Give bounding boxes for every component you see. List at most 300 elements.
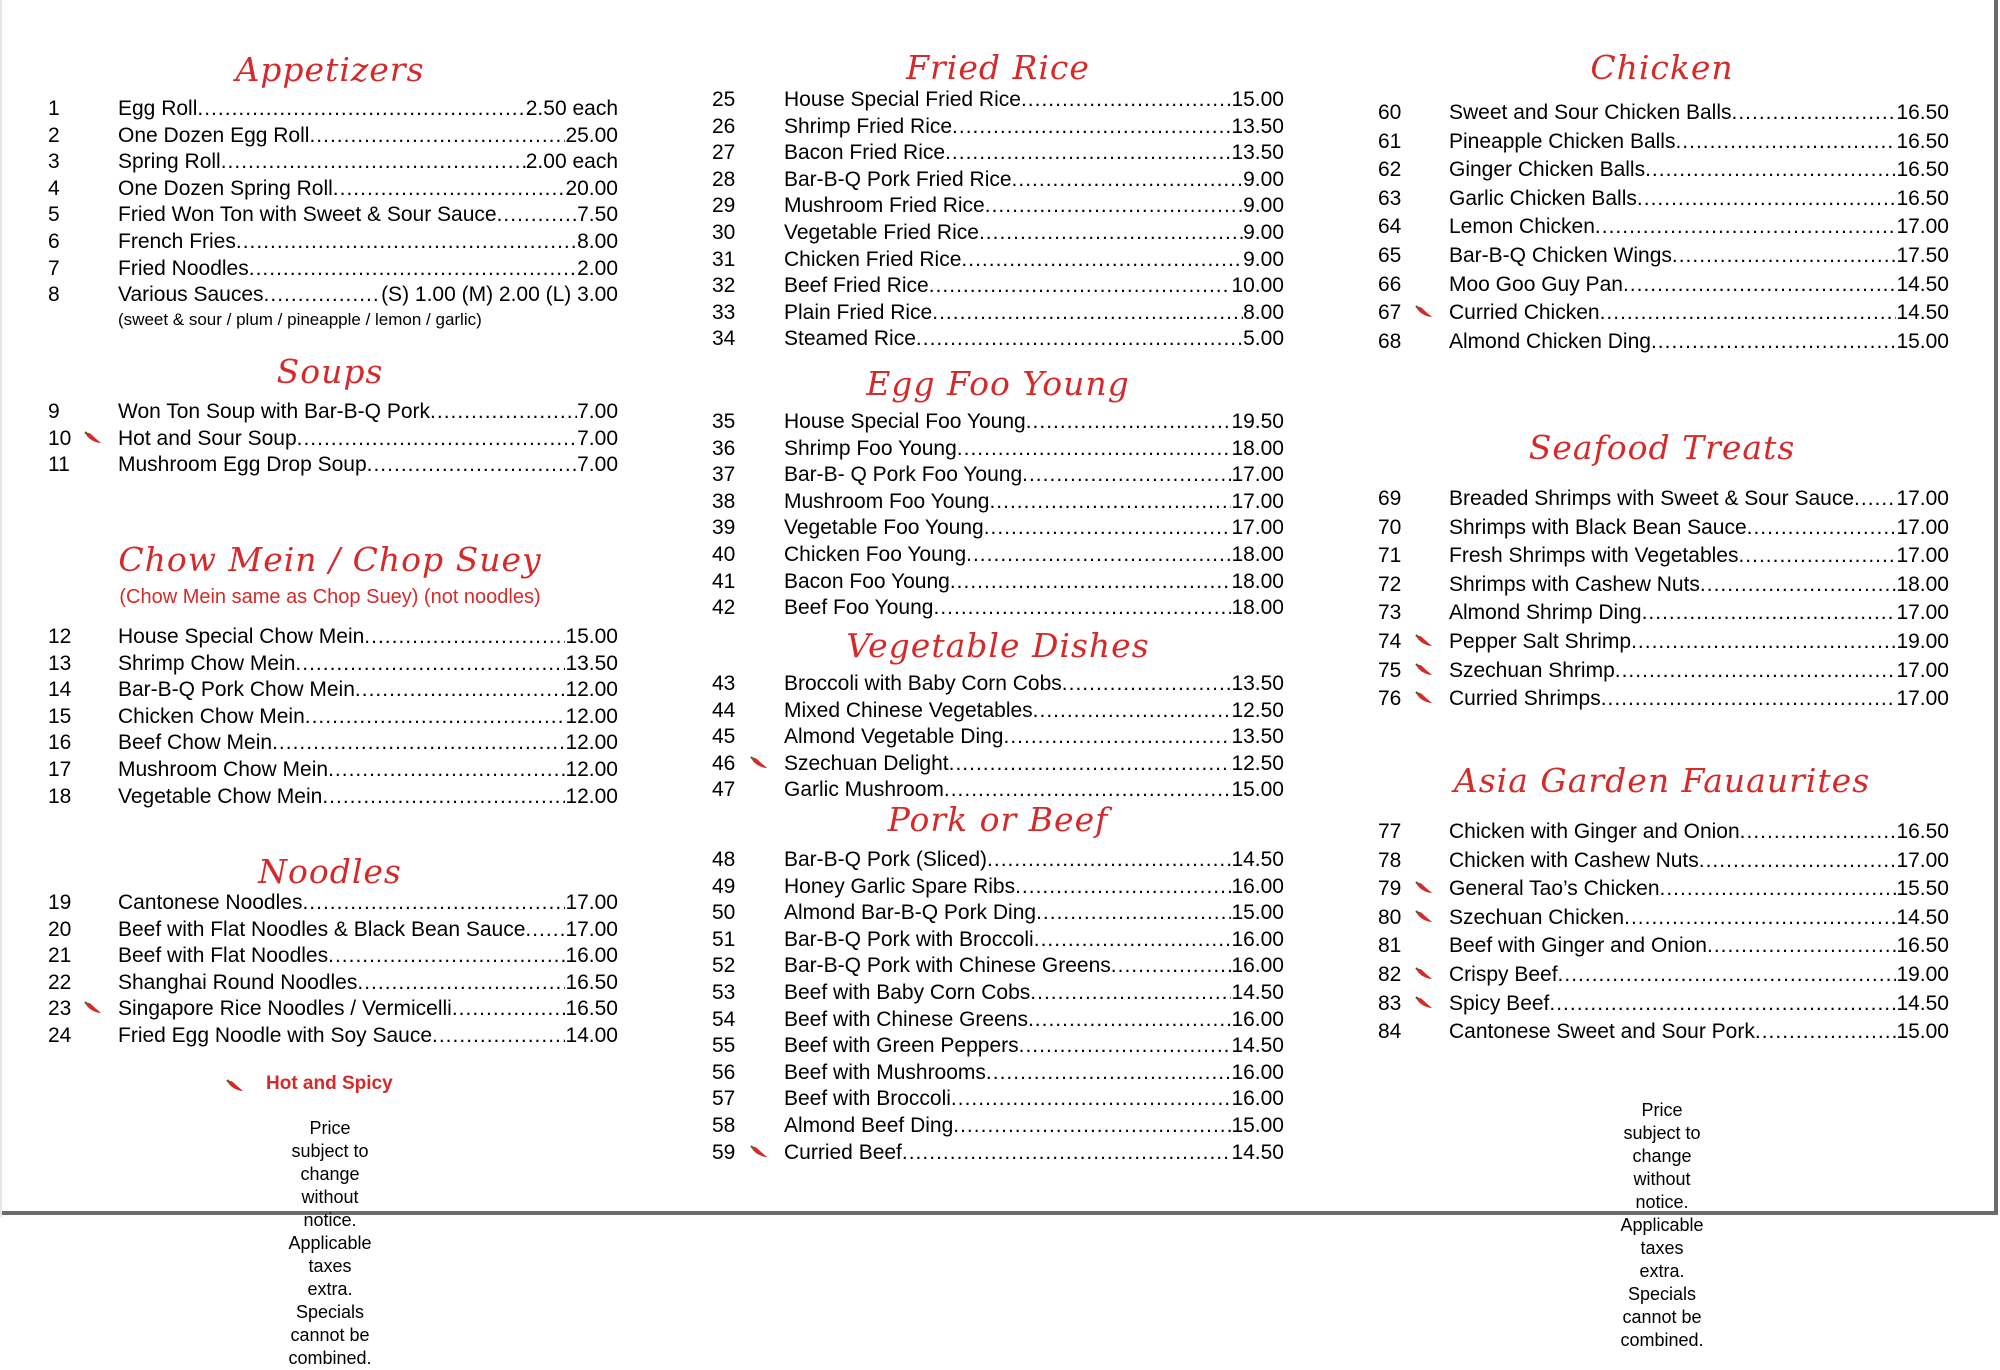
item-row	[118, 942, 618, 969]
item-name: Fried Noodles	[118, 257, 249, 280]
menu-item	[48, 729, 618, 756]
item-price: 15.00	[1896, 330, 1949, 353]
dot-leader	[953, 1112, 1231, 1139]
item-row	[118, 969, 618, 996]
item-price: 17.00	[1896, 849, 1949, 872]
item-number: 26	[712, 115, 736, 138]
item-price: 9.00	[1243, 168, 1284, 191]
dot-leader	[1026, 408, 1232, 435]
menu-item	[712, 139, 1284, 166]
item-price: 17.00	[565, 918, 618, 941]
item-row	[784, 1112, 1284, 1139]
item-number: 11	[48, 453, 70, 476]
item-row	[1449, 961, 1949, 988]
item-row	[784, 723, 1284, 750]
item-row	[118, 916, 618, 943]
item-name: Cantonese Sweet and Sour Pork	[1449, 1020, 1755, 1043]
item-row	[118, 148, 618, 175]
page-edge	[0, 0, 2, 1217]
dot-leader	[1019, 1032, 1232, 1059]
item-name: Shrimp Fried Rice	[784, 115, 953, 138]
item-price: 12.00	[565, 678, 618, 701]
item-row	[118, 995, 618, 1022]
item-row	[1449, 514, 1949, 541]
item-name: Bacon Fried Rice	[784, 141, 946, 164]
item-price: 13.50	[1231, 672, 1284, 695]
menu-item	[712, 113, 1284, 140]
dot-leader	[950, 568, 1232, 595]
menu-item	[48, 703, 618, 730]
item-name: Bar-B-Q Pork (Sliced)	[784, 848, 988, 871]
item-name: Almond Shrimp Ding	[1449, 601, 1642, 624]
item-row	[784, 272, 1284, 299]
item-number: 57	[712, 1087, 736, 1110]
item-row	[1449, 904, 1949, 931]
item-row	[1449, 1018, 1949, 1045]
menu-item	[48, 995, 618, 1022]
menu-item	[48, 969, 618, 996]
item-name: Shrimps with Black Bean Sauce	[1449, 516, 1747, 539]
item-number: 29	[712, 194, 736, 217]
item-row	[784, 846, 1284, 873]
menu-item	[712, 514, 1284, 541]
item-price: 16.50	[565, 997, 618, 1020]
menu-item	[712, 979, 1284, 1006]
item-row	[1449, 685, 1949, 712]
section-title: Asia Garden Fauaurites	[1453, 761, 1871, 800]
item-row	[1449, 185, 1949, 212]
item-price: 5.00	[1243, 327, 1284, 350]
item-row	[118, 451, 618, 478]
chili-pepper-icon	[226, 1079, 244, 1093]
item-number: 81	[1378, 934, 1402, 957]
item-name: House Special Foo Young	[784, 410, 1026, 433]
menu-item	[48, 783, 618, 810]
item-row	[118, 255, 618, 282]
item-name: Ginger Chicken Balls	[1449, 158, 1646, 181]
item-row	[784, 750, 1284, 777]
item-number: 49	[712, 875, 736, 898]
item-number: 64	[1378, 215, 1402, 238]
item-row	[784, 86, 1284, 113]
item-price: 14.50	[1896, 992, 1949, 1015]
item-name: Broccoli with Baby Corn Cobs	[784, 672, 1062, 695]
dot-leader	[1732, 99, 1897, 126]
item-name: Beef with Green Peppers	[784, 1034, 1019, 1057]
item-price: 19.50	[1231, 410, 1284, 433]
item-row	[118, 623, 618, 650]
menu-item	[48, 228, 618, 255]
item-row	[118, 676, 618, 703]
menu-item	[712, 1059, 1284, 1086]
item-price: 2.00 each	[525, 150, 618, 173]
dot-leader	[1615, 657, 1897, 684]
item-number: 76	[1378, 687, 1402, 710]
dot-leader	[1033, 697, 1232, 724]
item-number: 23	[48, 997, 72, 1020]
item-row	[784, 979, 1284, 1006]
dot-leader	[1645, 156, 1896, 183]
chili-pepper-icon	[1415, 691, 1433, 705]
menu-item	[48, 281, 618, 308]
item-price: 8.00	[577, 230, 618, 253]
item-number: 71	[1378, 544, 1402, 567]
item-row	[1449, 628, 1949, 655]
item-price: 16.50	[1896, 187, 1949, 210]
item-price: 18.00	[1231, 437, 1284, 460]
item-number: 15	[48, 705, 72, 728]
item-number: 42	[712, 596, 736, 619]
item-name: Sweet and Sour Chicken Balls	[1449, 101, 1732, 124]
item-price: 16.00	[1231, 1008, 1284, 1031]
item-number: 65	[1378, 244, 1402, 267]
menu-item	[712, 1006, 1284, 1033]
item-row	[1449, 99, 1949, 126]
dot-leader	[902, 1139, 1232, 1166]
dot-leader	[1015, 873, 1231, 900]
item-name: Moo Goo Guy Pan	[1449, 273, 1623, 296]
item-name: Fresh Shrimps with Vegetables	[1449, 544, 1739, 567]
dot-leader	[966, 541, 1231, 568]
item-number: 53	[712, 981, 736, 1004]
dot-leader	[1738, 542, 1896, 569]
dot-leader	[1675, 128, 1896, 155]
item-name: Curried Chicken	[1449, 301, 1600, 324]
menu-item	[1378, 485, 1949, 512]
item-price: 15.00	[1231, 901, 1284, 924]
item-number: 62	[1378, 158, 1402, 181]
item-name: Bar-B-Q Pork with Broccoli	[784, 928, 1034, 951]
menu-item	[712, 219, 1284, 246]
dot-leader	[957, 435, 1232, 462]
item-price: 16.00	[1231, 1087, 1284, 1110]
item-number: 6	[48, 230, 60, 253]
menu-item	[1378, 875, 1949, 902]
item-name: Curried Beef	[784, 1141, 902, 1164]
dot-leader	[1549, 990, 1896, 1017]
item-name: Mushroom Foo Young	[784, 490, 990, 513]
item-row	[1449, 571, 1949, 598]
menu-item	[712, 670, 1284, 697]
dot-leader	[984, 514, 1232, 541]
item-number: 34	[712, 327, 736, 350]
item-name: Lemon Chicken	[1449, 215, 1595, 238]
item-row	[784, 514, 1284, 541]
item-number: 8	[48, 283, 60, 306]
item-price: 20.00	[565, 177, 618, 200]
chili-pepper-icon	[750, 756, 768, 770]
item-name: Shanghai Round Noodles	[118, 971, 358, 994]
item-row	[118, 650, 618, 677]
dot-leader	[1004, 723, 1232, 750]
item-number: 4	[48, 177, 60, 200]
dot-leader	[302, 889, 565, 916]
dot-leader	[497, 201, 578, 228]
chili-pepper-icon	[84, 431, 102, 445]
dot-leader	[1601, 685, 1897, 712]
item-number: 1	[48, 97, 60, 120]
chili-pepper-icon	[1415, 305, 1433, 319]
item-name: General Tao’s Chicken	[1449, 877, 1660, 900]
item-price: 16.50	[1896, 101, 1949, 124]
menu-item	[1378, 156, 1949, 183]
menu-item	[712, 723, 1284, 750]
item-name: Beef with Flat Noodles & Black Bean Sauce	[118, 918, 526, 941]
item-number: 70	[1378, 516, 1402, 539]
item-number: 69	[1378, 487, 1402, 510]
item-number: 9	[48, 400, 60, 423]
item-name: Beef with Broccoli	[784, 1087, 951, 1110]
item-number: 44	[712, 699, 736, 722]
menu-item	[1378, 685, 1949, 712]
menu-item	[712, 776, 1284, 803]
item-number: 46	[712, 752, 736, 775]
item-name: Mixed Chinese Vegetables	[784, 699, 1033, 722]
menu-item	[712, 1085, 1284, 1112]
item-name: Almond Chicken Ding	[1449, 330, 1651, 353]
item-row	[1449, 875, 1949, 902]
item-row	[118, 889, 618, 916]
item-row	[784, 1059, 1284, 1086]
menu-item	[48, 122, 618, 149]
item-price: 7.50	[577, 203, 618, 226]
item-number: 19	[48, 891, 72, 914]
item-name: Beef Chow Mein	[118, 731, 273, 754]
price-disclaimer: Price subject to change without notice. Applicable taxes extra. Specials cannot be combined.	[1620, 1100, 1704, 1350]
menu-item	[48, 623, 618, 650]
item-name: Beef with Ginger and Onion	[1449, 934, 1707, 957]
item-row	[1449, 818, 1949, 845]
dot-leader	[322, 783, 565, 810]
dot-leader	[1558, 961, 1897, 988]
item-name: Shrimp Foo Young	[784, 437, 957, 460]
menu-item	[48, 451, 618, 478]
item-number: 50	[712, 901, 736, 924]
chili-pepper-icon	[1415, 910, 1433, 924]
menu-item	[712, 408, 1284, 435]
item-row	[784, 113, 1284, 140]
dot-leader	[1699, 847, 1897, 874]
item-price: 16.50	[1896, 158, 1949, 181]
item-number: 14	[48, 678, 72, 701]
menu-item	[48, 676, 618, 703]
dot-leader	[987, 846, 1231, 873]
item-price: 14.50	[1896, 906, 1949, 929]
section-title: Vegetable Dishes	[846, 626, 1150, 665]
item-price: 14.50	[1231, 848, 1284, 871]
item-number: 82	[1378, 963, 1402, 986]
item-price: 16.50	[565, 971, 618, 994]
item-number: 68	[1378, 330, 1402, 353]
item-name: Beef with Baby Corn Cobs	[784, 981, 1031, 1004]
item-number: 24	[48, 1024, 72, 1047]
dot-leader	[272, 729, 565, 756]
menu-item	[712, 1032, 1284, 1059]
section-subtitle: (Chow Mein same as Chop Suey) (not noodles)	[119, 586, 541, 608]
dot-leader	[952, 113, 1231, 140]
item-number: 80	[1378, 906, 1402, 929]
item-number: 38	[712, 490, 736, 513]
dot-leader	[367, 451, 577, 478]
menu-item	[1378, 818, 1949, 845]
dot-leader	[236, 228, 577, 255]
section-title: Pork or Beef	[887, 800, 1109, 839]
item-price: 13.50	[1231, 141, 1284, 164]
item-row	[784, 408, 1284, 435]
item-number: 40	[712, 543, 736, 566]
item-price: (S) 1.00 (M) 2.00 (L) 3.00	[381, 283, 618, 306]
item-price: 16.00	[1231, 1061, 1284, 1084]
item-row	[118, 783, 618, 810]
dot-leader	[1111, 952, 1232, 979]
dot-leader	[452, 995, 566, 1022]
dot-leader	[264, 281, 382, 308]
dot-leader	[333, 175, 566, 202]
item-row	[784, 435, 1284, 462]
item-row	[118, 122, 618, 149]
item-price: 16.00	[1231, 875, 1284, 898]
item-number: 17	[48, 758, 72, 781]
item-number: 84	[1378, 1020, 1402, 1043]
menu-item	[1378, 99, 1949, 126]
item-name: Chicken Foo Young	[784, 543, 967, 566]
item-row	[784, 541, 1284, 568]
item-name: Beef with Flat Noodles	[118, 944, 329, 967]
dot-leader	[944, 776, 1232, 803]
item-row	[1449, 847, 1949, 874]
item-price: 17.00	[1231, 516, 1284, 539]
section-title: Fried Rice	[906, 48, 1090, 87]
item-price: 9.00	[1243, 248, 1284, 271]
dot-leader	[1012, 166, 1244, 193]
menu-item	[712, 1139, 1284, 1166]
menu-item	[712, 299, 1284, 326]
dot-leader	[1740, 818, 1897, 845]
dot-leader	[1651, 328, 1897, 355]
item-row	[1449, 299, 1949, 326]
menu-item	[1378, 961, 1949, 988]
item-number: 67	[1378, 301, 1402, 324]
dot-leader	[1642, 599, 1897, 626]
item-name: Vegetable Foo Young	[784, 516, 984, 539]
item-price: 12.00	[565, 705, 618, 728]
item-row	[784, 325, 1284, 352]
menu-item	[1378, 1018, 1949, 1045]
item-name: House Special Fried Rice	[784, 88, 1021, 111]
item-name: Plain Fried Rice	[784, 301, 933, 324]
dot-leader	[989, 488, 1231, 515]
item-row	[784, 219, 1284, 246]
item-price: 15.00	[1231, 778, 1284, 801]
dot-leader	[1623, 271, 1897, 298]
item-number: 21	[48, 944, 72, 967]
dot-leader	[1022, 461, 1231, 488]
item-price: 25.00	[565, 124, 618, 147]
item-price: 18.00	[1896, 573, 1949, 596]
menu-item	[48, 255, 618, 282]
menu-item	[48, 942, 618, 969]
item-name: Szechuan Shrimp	[1449, 659, 1615, 682]
menu-item	[1378, 847, 1949, 874]
item-row	[1449, 599, 1949, 626]
item-name: Pineapple Chicken Balls	[1449, 130, 1676, 153]
item-number: 51	[712, 928, 736, 951]
item-name: Mushroom Fried Rice	[784, 194, 985, 217]
item-name: Vegetable Chow Mein	[118, 785, 323, 808]
item-number: 36	[712, 437, 736, 460]
menu-item	[48, 889, 618, 916]
menu-item	[48, 201, 618, 228]
menu-item	[48, 398, 618, 425]
dot-leader	[249, 255, 577, 282]
menu-item	[48, 425, 618, 452]
item-price: 18.00	[1231, 596, 1284, 619]
dot-leader	[1030, 979, 1231, 1006]
item-number: 59	[712, 1141, 736, 1164]
item-row	[784, 1006, 1284, 1033]
item-name: One Dozen Spring Roll	[118, 177, 333, 200]
dot-leader	[1747, 514, 1897, 541]
item-number: 74	[1378, 630, 1402, 653]
item-name: Spring Roll	[118, 150, 221, 173]
item-row	[784, 594, 1284, 621]
dot-leader	[933, 594, 1231, 621]
menu-item	[1378, 128, 1949, 155]
menu-item	[712, 461, 1284, 488]
item-name: Szechuan Chicken	[1449, 906, 1625, 929]
item-name: Hot and Sour Soup	[118, 427, 297, 450]
item-number: 25	[712, 88, 736, 111]
item-price: 13.50	[1231, 115, 1284, 138]
menu-item	[48, 175, 618, 202]
dot-leader	[1700, 571, 1897, 598]
item-row	[118, 398, 618, 425]
item-price: 12.50	[1231, 699, 1284, 722]
item-number: 37	[712, 463, 736, 486]
item-name: Mushroom Chow Mein	[118, 758, 329, 781]
item-name: Bar-B-Q Chicken Wings	[1449, 244, 1672, 267]
menu-item	[712, 873, 1284, 900]
item-price: 16.50	[1896, 130, 1949, 153]
dot-leader	[295, 650, 565, 677]
legend-label: Hot and Spicy	[266, 1073, 393, 1094]
item-row	[1449, 932, 1949, 959]
item-row	[784, 873, 1284, 900]
dot-leader	[979, 219, 1243, 246]
menu-item	[712, 272, 1284, 299]
item-row	[118, 95, 618, 122]
menu-item	[48, 148, 618, 175]
item-row	[1449, 213, 1949, 240]
item-row	[784, 776, 1284, 803]
item-number: 78	[1378, 849, 1402, 872]
menu-item	[712, 541, 1284, 568]
item-name: Curried Shrimps	[1449, 687, 1601, 710]
item-price: 14.50	[1896, 273, 1949, 296]
menu-item	[1378, 571, 1949, 598]
item-number: 60	[1378, 101, 1402, 124]
item-number: 16	[48, 731, 72, 754]
item-name: Almond Bar-B-Q Pork Ding	[784, 901, 1037, 924]
menu-item	[712, 435, 1284, 462]
dot-leader	[1062, 670, 1232, 697]
menu-item	[712, 86, 1284, 113]
item-row	[118, 281, 618, 308]
item-price: 17.00	[1896, 487, 1949, 510]
dot-leader	[430, 398, 577, 425]
item-row	[784, 1085, 1284, 1112]
item-row	[118, 175, 618, 202]
